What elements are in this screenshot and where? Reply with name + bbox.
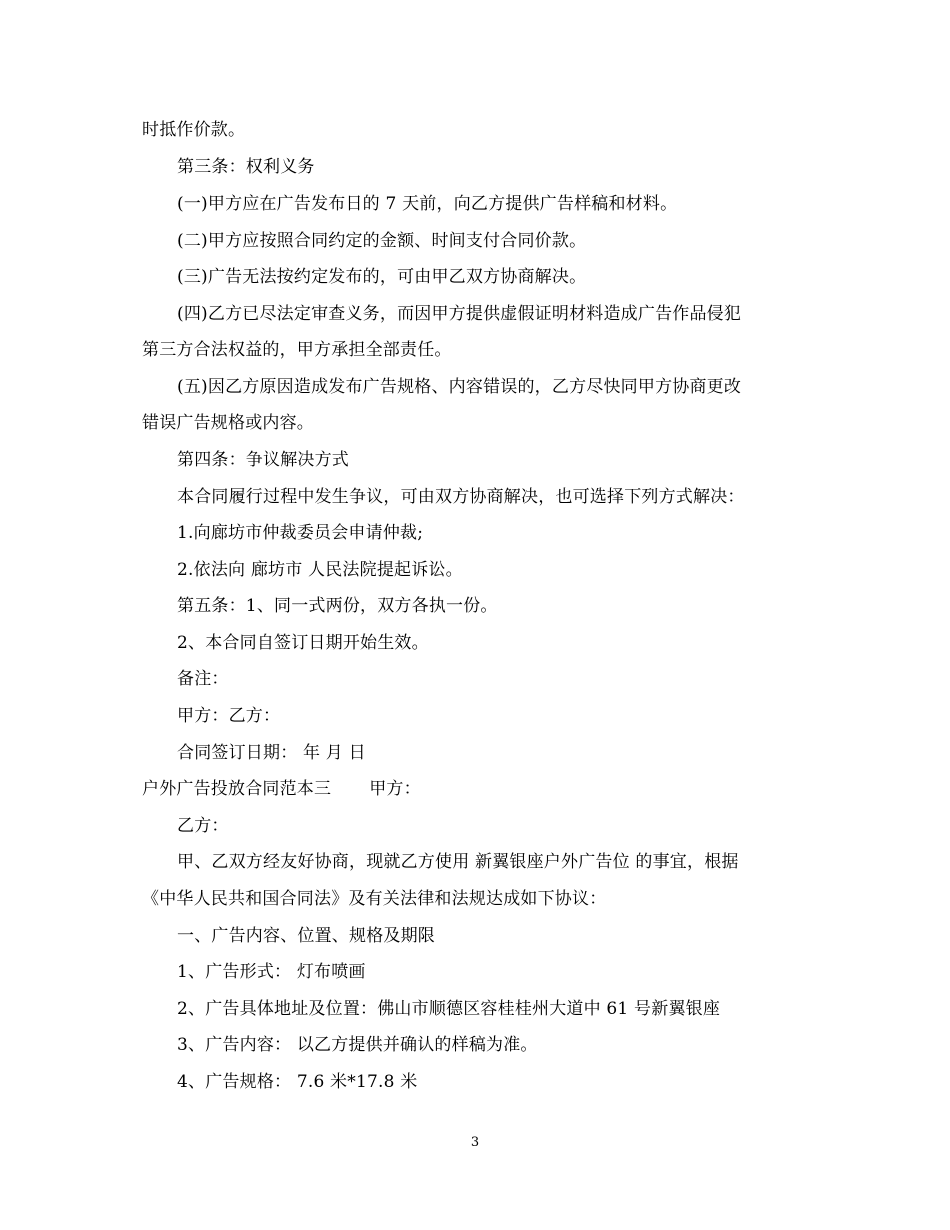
list-item: 1.向廊坊市仲裁委员会申请仲裁; (177, 523, 424, 543)
paragraph-line: (一)甲方应在广告发布日的 7 天前，向乙方提供广告样稿和材料。 (177, 194, 678, 214)
paragraph-line: (三)广告无法按约定发布的，可由甲乙双方协商解决。 (177, 267, 587, 287)
party-b-label: 乙方： (177, 816, 229, 836)
list-item: 2、广告具体地址及位置：佛山市顺德区容桂桂州大道中 61 号新翼银座 (177, 999, 721, 1019)
list-item: 4、广告规格： 7.6 米*17.8 米 (177, 1072, 418, 1092)
list-item: 2.依法向 廊坊市 人民法院提起诉讼。 (177, 560, 463, 580)
paragraph-line: 甲、乙双方经友好协商，现就乙方使用 新翼银座户外广告位 的事宜，根据 (177, 852, 739, 872)
section-heading-dispute: 第四条：争议解决方式 (177, 450, 349, 470)
signature-parties: 甲方：乙方： (177, 706, 281, 726)
page-number: 3 (470, 1135, 480, 1150)
paragraph-line: (二)甲方应按照合同约定的金额、时间支付合同价款。 (177, 231, 587, 251)
paragraph-line: 本合同履行过程中发生争议，可由双方协商解决，也可选择下列方式解决： (177, 487, 745, 507)
contract-title-line (142, 778, 421, 800)
list-item: 3、广告内容： 以乙方提供并确认的样稿为准。 (177, 1035, 538, 1055)
paragraph-line: 错误广告规格或内容。 (142, 413, 314, 433)
paragraph-line: 第三方合法权益的，甲方承担全部责任。 (142, 340, 452, 360)
party-a-label: 甲方： (369, 779, 421, 799)
paragraph-line: (四)乙方已尽法定审查义务，而因甲方提供虚假证明材料造成广告作品侵犯 (177, 304, 742, 324)
list-item: 1、广告形式： 灯布喷画 (177, 962, 366, 982)
paragraph-line: 2、本合同自签订日期开始生效。 (177, 633, 429, 653)
paragraph-line: 《中华人民共和国合同法》及有关法律和法规达成如下协议： (142, 889, 607, 909)
section-heading-rights: 第三条：权利义务 (177, 157, 315, 177)
paragraph-line: (五)因乙方原因造成发布广告规格、内容错误的，乙方尽快同甲方协商更改 (177, 377, 742, 397)
paragraph-line: 时抵作价款。 (142, 120, 246, 140)
section-heading-ad-content: 一、广告内容、位置、规格及期限 (177, 926, 435, 946)
contract-title: 户外广告投放合同范本三 (142, 779, 332, 799)
remarks-label: 备注： (177, 669, 229, 689)
signing-date: 合同签订日期： 年 月 日 (177, 743, 366, 763)
section-heading-fifth: 第五条：1、同一式两份，双方各执一份。 (177, 596, 498, 616)
